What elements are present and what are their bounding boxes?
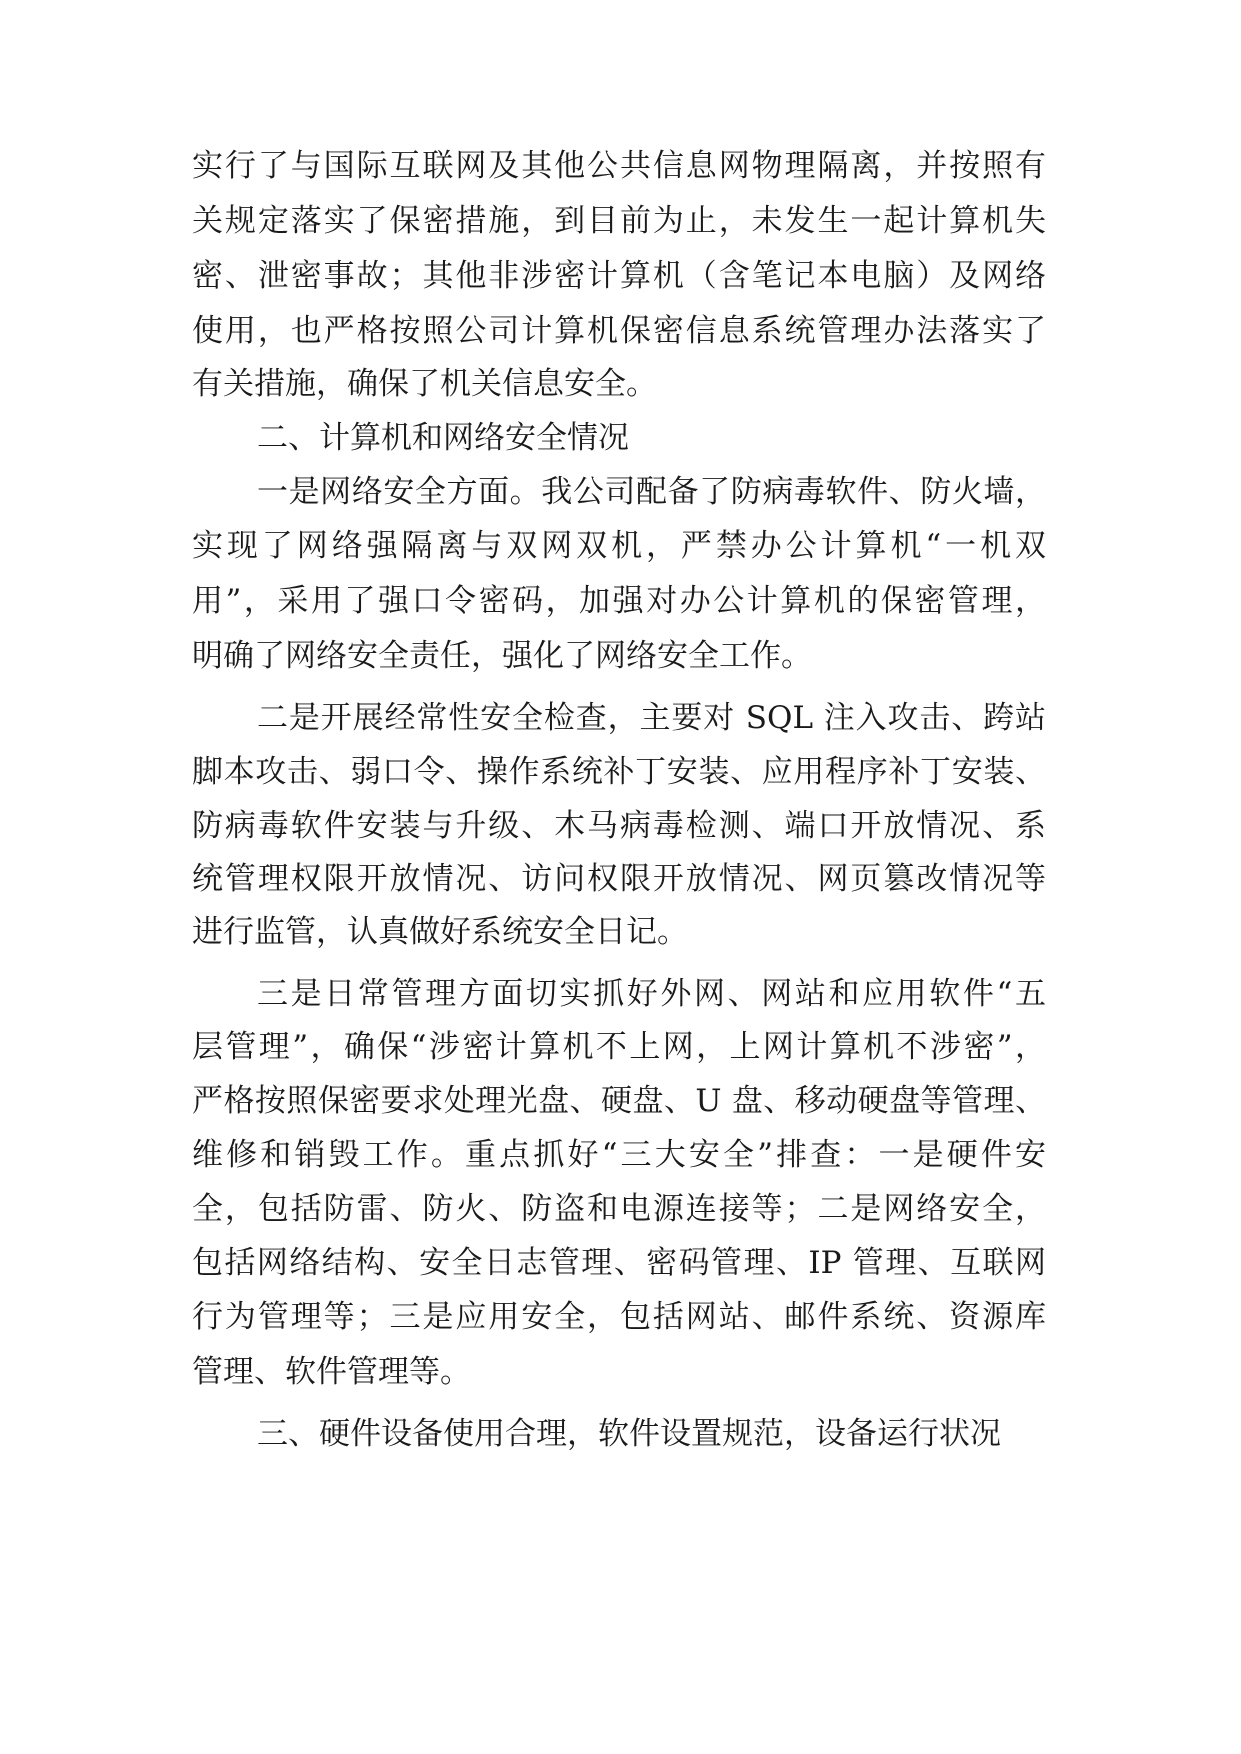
body-text-line: 进行监管，认真做好系统安全日记。	[192, 914, 688, 950]
body-text-line: 包括网络结构、安全日志管理、密码管理、IP 管理、互联网	[192, 1245, 1046, 1281]
body-text-line: 行为管理等；三是应用安全，包括网站、邮件系统、资源库	[192, 1299, 1046, 1335]
body-text-line: 三是日常管理方面切实抓好外网、网站和应用软件“五	[257, 976, 1046, 1012]
body-text-line: 层管理”，确保“涉密计算机不上网，上网计算机不涉密”，	[192, 1029, 1046, 1065]
body-text-line: 脚本攻击、弱口令、操作系统补丁安装、应用程序补丁安装、	[192, 754, 1046, 790]
body-text-line: 明确了网络安全责任，强化了网络安全工作。	[192, 638, 812, 674]
section-heading: 三、硬件设备使用合理，软件设置规范，设备运行状况	[257, 1416, 1001, 1452]
body-text-line: 防病毒软件安装与升级、木马病毒检测、端口开放情况、系	[192, 808, 1046, 844]
body-text-line: 全，包括防雷、防火、防盗和电源连接等；二是网络安全，	[192, 1191, 1046, 1227]
body-text-line: 关规定落实了保密措施，到目前为止，未发生一起计算机失	[192, 203, 1046, 239]
section-heading: 二、计算机和网络安全情况	[257, 420, 629, 456]
body-text-line: 维修和销毁工作。重点抓好“三大安全”排查：一是硬件安	[192, 1137, 1046, 1173]
body-text-line: 二是开展经常性安全检查，主要对 SQL 注入攻击、跨站	[257, 700, 1046, 736]
body-text-line: 密、泄密事故；其他非涉密计算机（含笔记本电脑）及网络	[192, 258, 1046, 294]
body-text-line: 严格按照保密要求处理光盘、硬盘、U 盘、移动硬盘等管理、	[192, 1083, 1046, 1119]
body-text-line: 用”，采用了强口令密码，加强对办公计算机的保密管理，	[192, 583, 1046, 619]
body-text-line: 实现了网络强隔离与双网双机，严禁办公计算机“一机双	[192, 528, 1046, 564]
body-text-line: 实行了与国际互联网及其他公共信息网物理隔离，并按照有	[192, 148, 1046, 184]
body-text-line: 管理、软件管理等。	[192, 1354, 471, 1390]
body-text-line: 一是网络安全方面。我公司配备了防病毒软件、防火墙，	[257, 474, 1046, 510]
body-text-line: 使用，也严格按照公司计算机保密信息系统管理办法落实了	[192, 313, 1046, 349]
body-text-line: 统管理权限开放情况、访问权限开放情况、网页篡改情况等	[192, 861, 1046, 897]
body-text-line: 有关措施，确保了机关信息安全。	[192, 366, 657, 402]
